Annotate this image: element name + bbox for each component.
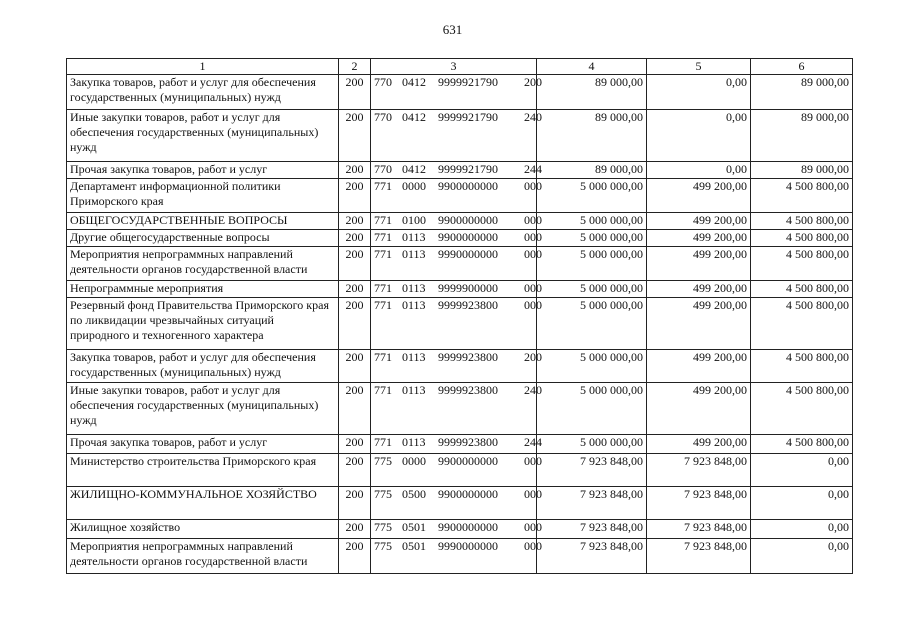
row-col2: 200 bbox=[339, 298, 371, 350]
row-col2: 200 bbox=[339, 520, 371, 539]
row-name: Прочая закупка товаров, работ и услуг bbox=[67, 162, 339, 179]
code-ved: 775 bbox=[374, 454, 392, 468]
row-value-col6: 89 000,00 bbox=[751, 110, 853, 162]
table-row bbox=[67, 179, 853, 213]
row-value-col5: 499 200,00 bbox=[647, 179, 751, 213]
code-razdel: 0113 bbox=[402, 230, 426, 244]
row-value-col5: 7 923 848,00 bbox=[647, 454, 751, 487]
header-col-4: 4 bbox=[537, 59, 647, 75]
row-value-col6: 4 500 800,00 bbox=[751, 213, 853, 230]
row-code bbox=[371, 539, 542, 574]
row-name: Иные закупки товаров, работ и услуг для обеспечения государственных (муниципальных) нужд bbox=[67, 110, 339, 162]
code-vr: 000 bbox=[524, 179, 542, 193]
row-value-col4: 5 000 000,00 bbox=[537, 230, 647, 247]
header-col-5: 5 bbox=[647, 59, 751, 75]
header-col-2: 2 bbox=[339, 59, 371, 75]
row-col2: 200 bbox=[339, 213, 371, 230]
row-value-col6: 4 500 800,00 bbox=[751, 350, 853, 383]
row-value-col4: 5 000 000,00 bbox=[537, 383, 647, 435]
row-name: ЖИЛИЩНО-КОММУНАЛЬНОЕ ХОЗЯЙСТВО bbox=[67, 487, 339, 520]
row-value-col5: 499 200,00 bbox=[647, 230, 751, 247]
code-ved: 770 bbox=[374, 110, 392, 124]
row-col2: 200 bbox=[339, 281, 371, 298]
row-code bbox=[371, 487, 542, 520]
row-code bbox=[371, 435, 542, 454]
code-vr: 000 bbox=[524, 539, 542, 553]
code-razdel: 0113 bbox=[402, 247, 426, 261]
row-value-col4: 5 000 000,00 bbox=[537, 179, 647, 213]
code-vr: 000 bbox=[524, 281, 542, 295]
code-csr: 9999923800 bbox=[438, 350, 498, 364]
row-col2: 200 bbox=[339, 435, 371, 454]
row-col2: 200 bbox=[339, 230, 371, 247]
code-csr: 9999921790 bbox=[438, 75, 498, 89]
code-razdel: 0113 bbox=[402, 350, 426, 364]
row-value-col5: 0,00 bbox=[647, 75, 751, 110]
table-row bbox=[67, 298, 853, 350]
row-name: Мероприятия непрограммных направлений деятельности органов государственной власти bbox=[67, 247, 339, 281]
row-value-col5: 7 923 848,00 bbox=[647, 520, 751, 539]
row-value-col4: 5 000 000,00 bbox=[537, 213, 647, 230]
code-ved: 771 bbox=[374, 179, 392, 193]
table-row bbox=[67, 110, 853, 162]
row-value-col5: 499 200,00 bbox=[647, 298, 751, 350]
row-value-col6: 89 000,00 bbox=[751, 162, 853, 179]
code-razdel: 0412 bbox=[402, 110, 426, 124]
header-col-1: 1 bbox=[67, 59, 339, 75]
row-col2: 200 bbox=[339, 383, 371, 435]
row-value-col4: 7 923 848,00 bbox=[537, 454, 647, 487]
row-col2: 200 bbox=[339, 539, 371, 574]
row-name: Резервный фонд Правительства Приморского края по ликвидации чрезвычайных ситуаций природного и техногенного характера bbox=[67, 298, 339, 350]
row-col2: 200 bbox=[339, 75, 371, 110]
code-vr: 244 bbox=[524, 162, 542, 176]
table-row bbox=[67, 350, 853, 383]
code-vr: 000 bbox=[524, 487, 542, 501]
header-col-6: 6 bbox=[751, 59, 853, 75]
row-value-col5: 499 200,00 bbox=[647, 435, 751, 454]
code-ved: 771 bbox=[374, 247, 392, 261]
table-row bbox=[67, 75, 853, 110]
code-razdel: 0500 bbox=[402, 487, 426, 501]
row-value-col4: 5 000 000,00 bbox=[537, 247, 647, 281]
code-csr: 9990000000 bbox=[438, 539, 498, 553]
row-value-col6: 0,00 bbox=[751, 520, 853, 539]
code-ved: 771 bbox=[374, 435, 392, 449]
code-vr: 240 bbox=[524, 110, 542, 124]
code-ved: 771 bbox=[374, 281, 392, 295]
row-value-col5: 499 200,00 bbox=[647, 281, 751, 298]
row-value-col6: 89 000,00 bbox=[751, 75, 853, 110]
table-row bbox=[67, 213, 853, 230]
code-razdel: 0000 bbox=[402, 179, 426, 193]
row-value-col4: 89 000,00 bbox=[537, 162, 647, 179]
header-col-3: 3 bbox=[371, 59, 537, 75]
row-value-col6: 0,00 bbox=[751, 539, 853, 574]
code-vr: 000 bbox=[524, 520, 542, 534]
row-code bbox=[371, 298, 542, 350]
code-ved: 775 bbox=[374, 520, 392, 534]
row-value-col5: 499 200,00 bbox=[647, 383, 751, 435]
code-razdel: 0113 bbox=[402, 435, 426, 449]
row-value-col6: 4 500 800,00 bbox=[751, 298, 853, 350]
row-value-col4: 89 000,00 bbox=[537, 75, 647, 110]
row-value-col6: 0,00 bbox=[751, 487, 853, 520]
row-code bbox=[371, 350, 542, 383]
row-value-col4: 5 000 000,00 bbox=[537, 298, 647, 350]
row-name: Другие общегосударственные вопросы bbox=[67, 230, 339, 247]
row-name: Департамент информационной политики Приморского края bbox=[67, 179, 339, 213]
code-ved: 771 bbox=[374, 298, 392, 312]
row-name: ОБЩЕГОСУДАРСТВЕННЫЕ ВОПРОСЫ bbox=[67, 213, 339, 230]
code-vr: 200 bbox=[524, 75, 542, 89]
row-code bbox=[371, 75, 542, 110]
code-csr: 9900000000 bbox=[438, 487, 498, 501]
code-vr: 240 bbox=[524, 383, 542, 397]
code-csr: 9999923800 bbox=[438, 435, 498, 449]
row-col2: 200 bbox=[339, 179, 371, 213]
row-code bbox=[371, 230, 542, 247]
code-ved: 770 bbox=[374, 75, 392, 89]
code-razdel: 0501 bbox=[402, 539, 426, 553]
row-code bbox=[371, 162, 542, 179]
row-value-col5: 7 923 848,00 bbox=[647, 487, 751, 520]
table-row bbox=[67, 247, 853, 281]
row-code bbox=[371, 383, 542, 435]
code-csr: 9999921790 bbox=[438, 162, 498, 176]
code-csr: 9999921790 bbox=[438, 110, 498, 124]
table-row bbox=[67, 520, 853, 539]
code-ved: 775 bbox=[374, 539, 392, 553]
row-name: Министерство строительства Приморского края bbox=[67, 454, 339, 487]
page-number: 631 bbox=[442, 22, 463, 37]
code-razdel: 0412 bbox=[402, 162, 426, 176]
row-value-col5: 499 200,00 bbox=[647, 350, 751, 383]
row-value-col6: 4 500 800,00 bbox=[751, 179, 853, 213]
code-razdel: 0000 bbox=[402, 454, 426, 468]
table-row bbox=[67, 435, 853, 454]
row-value-col5: 0,00 bbox=[647, 110, 751, 162]
row-value-col6: 4 500 800,00 bbox=[751, 230, 853, 247]
row-name: Непрограммные мероприятия bbox=[67, 281, 339, 298]
row-value-col6: 4 500 800,00 bbox=[751, 435, 853, 454]
table-row bbox=[67, 539, 853, 574]
row-col2: 200 bbox=[339, 247, 371, 281]
table-row bbox=[67, 230, 853, 247]
row-col2: 200 bbox=[339, 487, 371, 520]
code-csr: 9900000000 bbox=[438, 213, 498, 227]
row-value-col4: 5 000 000,00 bbox=[537, 350, 647, 383]
row-value-col4: 7 923 848,00 bbox=[537, 539, 647, 574]
code-razdel: 0501 bbox=[402, 520, 426, 534]
code-ved: 775 bbox=[374, 487, 392, 501]
row-value-col6: 0,00 bbox=[751, 454, 853, 487]
row-name: Мероприятия непрограммных направлений деятельности органов государственной власти bbox=[67, 539, 339, 574]
code-csr: 9900000000 bbox=[438, 520, 498, 534]
code-csr: 9999923800 bbox=[438, 383, 498, 397]
row-code bbox=[371, 247, 542, 281]
code-csr: 9900000000 bbox=[438, 179, 498, 193]
table-row bbox=[67, 383, 853, 435]
code-vr: 000 bbox=[524, 213, 542, 227]
code-csr: 9900000000 bbox=[438, 230, 498, 244]
code-ved: 771 bbox=[374, 350, 392, 364]
row-value-col5: 0,00 bbox=[647, 162, 751, 179]
row-value-col6: 4 500 800,00 bbox=[751, 281, 853, 298]
row-name: Закупка товаров, работ и услуг для обеспечения государственных (муниципальных) нужд bbox=[67, 350, 339, 383]
code-csr: 9999923800 bbox=[438, 298, 498, 312]
code-vr: 000 bbox=[524, 230, 542, 244]
row-code bbox=[371, 520, 542, 539]
code-razdel: 0100 bbox=[402, 213, 426, 227]
row-value-col6: 4 500 800,00 bbox=[751, 247, 853, 281]
row-code bbox=[371, 281, 542, 298]
code-ved: 771 bbox=[374, 230, 392, 244]
code-ved: 771 bbox=[374, 213, 392, 227]
row-value-col5: 7 923 848,00 bbox=[647, 539, 751, 574]
row-value-col5: 499 200,00 bbox=[647, 247, 751, 281]
code-vr: 244 bbox=[524, 435, 542, 449]
row-col2: 200 bbox=[339, 110, 371, 162]
code-razdel: 0412 bbox=[402, 75, 426, 89]
row-value-col4: 5 000 000,00 bbox=[537, 435, 647, 454]
row-value-col4: 89 000,00 bbox=[537, 110, 647, 162]
code-csr: 9990000000 bbox=[438, 247, 498, 261]
table-row bbox=[67, 454, 853, 487]
code-razdel: 0113 bbox=[402, 298, 426, 312]
code-csr: 9900000000 bbox=[438, 454, 498, 468]
row-name: Закупка товаров, работ и услуг для обеспечения государственных (муниципальных) нужд bbox=[67, 75, 339, 110]
code-ved: 770 bbox=[374, 162, 392, 176]
row-name: Жилищное хозяйство bbox=[67, 520, 339, 539]
row-value-col5: 499 200,00 bbox=[647, 213, 751, 230]
code-razdel: 0113 bbox=[402, 383, 426, 397]
row-code bbox=[371, 454, 542, 487]
code-vr: 000 bbox=[524, 298, 542, 312]
row-col2: 200 bbox=[339, 454, 371, 487]
table-row bbox=[67, 281, 853, 298]
row-name: Прочая закупка товаров, работ и услуг bbox=[67, 435, 339, 454]
code-vr: 200 bbox=[524, 350, 542, 364]
code-vr: 000 bbox=[524, 247, 542, 261]
row-value-col6: 4 500 800,00 bbox=[751, 383, 853, 435]
budget-table bbox=[66, 58, 853, 574]
row-value-col4: 7 923 848,00 bbox=[537, 520, 647, 539]
code-razdel: 0113 bbox=[402, 281, 426, 295]
row-code bbox=[371, 179, 542, 213]
row-value-col4: 7 923 848,00 bbox=[537, 487, 647, 520]
row-value-col4: 5 000 000,00 bbox=[537, 281, 647, 298]
row-col2: 200 bbox=[339, 162, 371, 179]
table-row bbox=[67, 162, 853, 179]
code-ved: 771 bbox=[374, 383, 392, 397]
row-name: Иные закупки товаров, работ и услуг для обеспечения государственных (муниципальных) нужд bbox=[67, 383, 339, 435]
row-code bbox=[371, 110, 542, 162]
code-vr: 000 bbox=[524, 454, 542, 468]
code-csr: 9999900000 bbox=[438, 281, 498, 295]
row-code bbox=[371, 213, 542, 230]
table-row bbox=[67, 487, 853, 520]
table-header-row bbox=[67, 59, 853, 75]
row-col2: 200 bbox=[339, 350, 371, 383]
